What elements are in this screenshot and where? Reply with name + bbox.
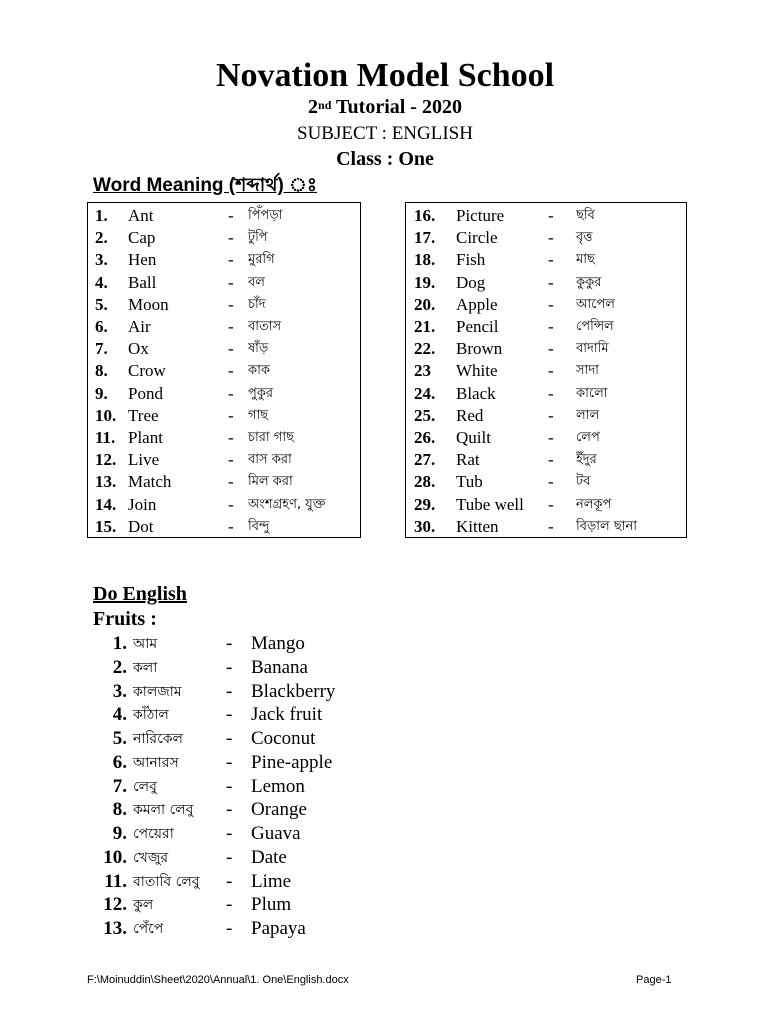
- fruit-english-name: Coconut: [251, 728, 316, 749]
- word-number: 30.: [414, 516, 436, 536]
- word-row: [406, 294, 686, 316]
- fruit-number: 8.: [112, 799, 127, 821]
- word-number: 13.: [95, 472, 117, 492]
- english-word: Red: [456, 405, 484, 425]
- bangla-meaning: বিড়াল ছানা: [576, 518, 638, 534]
- bangla-meaning: কাক: [248, 363, 270, 379]
- fruit-bangla-name: কমলা লেবু: [133, 802, 194, 819]
- fruit-row: [93, 893, 393, 917]
- dash-separator: -: [226, 704, 233, 726]
- english-word: Air: [128, 317, 151, 336]
- dash-separator: -: [228, 339, 234, 359]
- bangla-meaning: চারা গাছ: [248, 430, 295, 445]
- fruit-english-name: Lime: [251, 870, 292, 892]
- fruit-row: [93, 775, 393, 799]
- fruit-bangla-name: আনারস: [133, 754, 179, 771]
- dash-separator: -: [228, 228, 234, 248]
- fruit-row: [93, 727, 393, 751]
- bangla-meaning: নলকূপ: [576, 496, 612, 512]
- dash-separator: -: [228, 428, 234, 447]
- english-word: White: [456, 361, 498, 381]
- fruit-number: 2.: [112, 656, 127, 678]
- word-row: [406, 249, 686, 271]
- bangla-meaning: মাছ: [576, 252, 595, 268]
- word-row: [406, 272, 686, 294]
- fruit-row: [93, 846, 393, 870]
- word-row: [88, 516, 360, 538]
- fruit-english-name: Papaya: [251, 918, 306, 939]
- word-number: 11.: [95, 428, 116, 447]
- english-word: Join: [128, 494, 157, 514]
- word-row: [88, 227, 360, 249]
- fruit-number: 5.: [112, 728, 127, 749]
- fruit-bangla-name: পেয়েরা: [133, 826, 174, 842]
- word-row: [406, 427, 686, 449]
- word-row: [88, 360, 360, 382]
- dash-separator: -: [228, 383, 234, 403]
- english-word: Apple: [456, 294, 498, 314]
- bangla-meaning: মিল করা: [248, 474, 293, 490]
- word-row: [406, 316, 686, 338]
- dash-separator: -: [226, 775, 233, 797]
- fruit-number: 7.: [112, 775, 127, 797]
- class-line: Class : One: [336, 148, 434, 170]
- english-word: Kitten: [456, 516, 499, 536]
- word-row: [406, 383, 686, 405]
- dash-separator: -: [548, 317, 554, 336]
- fruit-bangla-name: কালজাম: [133, 683, 182, 700]
- dash-separator: -: [226, 870, 233, 892]
- word-row: [88, 338, 360, 360]
- fruit-bangla-name: বাতাবি লেবু: [133, 873, 200, 890]
- bangla-meaning: চাঁদ: [248, 296, 266, 312]
- word-number: 17.: [414, 228, 436, 248]
- word-number: 16.: [414, 206, 436, 225]
- word-row: [88, 249, 360, 271]
- dash-separator: -: [226, 728, 233, 749]
- fruit-bangla-name: কুল: [133, 897, 154, 914]
- fruit-row: [93, 870, 393, 894]
- word-row: [88, 405, 360, 427]
- dash-separator: -: [548, 516, 554, 536]
- fruit-english-name: Mango: [251, 633, 305, 654]
- dash-separator: -: [548, 339, 554, 359]
- english-word: Tube well: [456, 494, 524, 514]
- bangla-meaning: বাস করা: [248, 452, 292, 468]
- fruit-english-name: Blackberry: [251, 680, 336, 702]
- word-row: [88, 427, 360, 449]
- fruit-row: [93, 656, 393, 680]
- bangla-meaning: ছবি: [576, 208, 595, 223]
- bangla-meaning: পেন্সিল: [576, 319, 614, 334]
- word-row: [88, 272, 360, 294]
- word-number: 18.: [414, 250, 436, 270]
- word-number: 8.: [95, 361, 108, 381]
- fruit-row: [93, 917, 393, 941]
- word-number: 2.: [95, 228, 108, 248]
- word-number: 5.: [95, 294, 108, 314]
- english-word: Hen: [128, 250, 157, 270]
- fruit-bangla-name: কলা: [133, 659, 158, 676]
- fruit-english-name: Banana: [251, 656, 308, 678]
- bangla-meaning: গাছ: [248, 407, 269, 423]
- english-word: Picture: [456, 206, 505, 225]
- dash-separator: -: [226, 823, 233, 844]
- word-number: 25.: [414, 405, 436, 425]
- fruit-bangla-name: আম: [133, 636, 158, 652]
- fruit-english-name: Jack fruit: [251, 704, 323, 726]
- fruit-english-name: Orange: [251, 799, 307, 821]
- word-row: [406, 205, 686, 227]
- bangla-meaning: মুরগি: [248, 252, 275, 268]
- dash-separator: -: [226, 846, 233, 868]
- english-word: Ant: [128, 206, 154, 225]
- fruit-english-name: Plum: [251, 894, 292, 916]
- dash-separator: -: [226, 656, 233, 678]
- fruit-number: 10.: [103, 846, 127, 868]
- english-word: Ball: [128, 272, 157, 292]
- bangla-meaning: পিঁপড়া: [248, 208, 283, 223]
- bangla-meaning: অংশগ্রহণ, যুক্ত: [248, 496, 326, 512]
- english-word: Circle: [456, 228, 498, 248]
- fruits-heading: Fruits :: [93, 608, 157, 630]
- bangla-meaning: বাদামি: [576, 341, 609, 357]
- bangla-meaning: কুকুর: [576, 274, 602, 290]
- word-number: 14.: [95, 494, 117, 514]
- word-number: 22.: [414, 339, 436, 359]
- english-word: Pencil: [456, 317, 499, 336]
- word-number: 3.: [95, 250, 108, 270]
- bangla-meaning: বিন্দু: [248, 518, 270, 534]
- dash-separator: -: [228, 250, 234, 270]
- word-table-left: [87, 202, 361, 538]
- word-row: [88, 449, 360, 471]
- dash-separator: -: [226, 680, 233, 702]
- bangla-meaning: ইঁদুর: [576, 452, 597, 468]
- footer-page-number: Page-1: [636, 974, 672, 986]
- word-row: [88, 494, 360, 516]
- word-row: [88, 294, 360, 316]
- fruit-english-name: Guava: [251, 823, 301, 844]
- word-table-right: [405, 202, 687, 538]
- fruit-bangla-name: নারিকেল: [133, 731, 183, 747]
- dash-separator: -: [548, 294, 554, 314]
- fruit-number: 4.: [112, 704, 127, 726]
- word-row: [406, 360, 686, 382]
- fruit-number: 3.: [112, 680, 127, 702]
- subject-line: SUBJECT : ENGLISH: [297, 123, 473, 144]
- word-number: 9.: [95, 383, 108, 403]
- fruit-english-name: Date: [251, 846, 287, 868]
- fruit-row: [93, 680, 393, 704]
- dash-separator: -: [548, 405, 554, 425]
- bangla-meaning: ষাঁড়: [248, 341, 269, 357]
- dash-separator: -: [548, 272, 554, 292]
- dash-separator: -: [226, 799, 233, 821]
- fruit-number: 13.: [103, 918, 127, 939]
- english-word: Ox: [128, 339, 149, 359]
- english-word: Tub: [456, 472, 483, 492]
- dash-separator: -: [548, 383, 554, 403]
- word-row: [406, 449, 686, 471]
- dash-separator: -: [226, 751, 233, 773]
- word-row: [406, 516, 686, 538]
- bangla-meaning: লাল: [576, 407, 600, 423]
- fruit-number: 12.: [103, 894, 127, 916]
- english-word: Match: [128, 472, 172, 492]
- fruit-row: [93, 632, 393, 656]
- dash-separator: -: [548, 450, 554, 470]
- fruit-bangla-name: পেঁপে: [133, 921, 164, 937]
- dash-separator: -: [548, 250, 554, 270]
- tutorial-ordinal: 2: [308, 96, 319, 118]
- word-number: 12.: [95, 450, 117, 470]
- fruit-bangla-name: লেবু: [133, 778, 157, 795]
- word-number: 19.: [414, 272, 436, 292]
- dash-separator: -: [226, 633, 233, 654]
- dash-separator: -: [228, 450, 234, 470]
- dash-separator: -: [226, 918, 233, 939]
- fruit-bangla-name: কাঁঠাল: [133, 707, 169, 724]
- bangla-meaning: বৃত্ত: [576, 230, 593, 246]
- word-number: 23: [414, 361, 431, 381]
- dash-separator: -: [228, 272, 234, 292]
- word-number: 26.: [414, 428, 436, 447]
- english-word: Quilt: [456, 428, 491, 447]
- dash-separator: -: [548, 472, 554, 492]
- english-word: Black: [456, 383, 496, 403]
- bangla-meaning: লেপ: [576, 430, 600, 445]
- word-number: 1.: [95, 206, 108, 225]
- fruit-row: [93, 822, 393, 846]
- fruit-row: [93, 703, 393, 727]
- english-word: Plant: [128, 428, 163, 447]
- english-word: Dog: [456, 272, 486, 292]
- word-row: [406, 494, 686, 516]
- bangla-meaning: টুপি: [248, 230, 268, 246]
- fruit-english-name: Pine-apple: [251, 751, 333, 773]
- bangla-meaning: কালো: [576, 385, 608, 401]
- bangla-meaning: আপেল: [576, 296, 615, 312]
- word-number: 29.: [414, 494, 436, 514]
- english-word: Brown: [456, 339, 503, 359]
- dash-separator: -: [548, 361, 554, 381]
- dash-separator: -: [228, 405, 234, 425]
- word-row: [88, 383, 360, 405]
- word-row: [88, 316, 360, 338]
- word-row: [88, 205, 360, 227]
- fruit-number: 9.: [112, 823, 127, 844]
- word-number: 24.: [414, 383, 436, 403]
- word-number: 21.: [414, 317, 436, 336]
- bangla-meaning: পুকুর: [248, 385, 274, 401]
- fruit-bangla-name: খেজুর: [133, 849, 169, 866]
- word-number: 28.: [414, 472, 436, 492]
- fruit-row: [93, 798, 393, 822]
- dash-separator: -: [548, 494, 554, 514]
- english-word: Moon: [128, 294, 169, 314]
- dash-separator: -: [228, 494, 234, 514]
- english-word: Rat: [456, 450, 480, 470]
- dash-separator: -: [548, 228, 554, 248]
- word-number: 27.: [414, 450, 436, 470]
- word-row: [406, 338, 686, 360]
- word-row: [406, 227, 686, 249]
- tutorial-rest: Tutorial - 2020: [331, 96, 462, 118]
- dash-separator: -: [228, 472, 234, 492]
- word-number: 15.: [95, 516, 117, 536]
- school-title: Novation Model School: [215, 57, 555, 94]
- bangla-meaning: সাদা: [576, 363, 599, 379]
- fruit-english-name: Lemon: [251, 775, 305, 797]
- word-number: 10.: [95, 405, 117, 425]
- do-english-heading: Do English: [93, 583, 187, 605]
- bangla-meaning: বাতাস: [248, 319, 282, 334]
- word-row: [88, 471, 360, 493]
- dash-separator: -: [228, 516, 234, 536]
- word-number: 7.: [95, 339, 108, 359]
- word-row: [406, 405, 686, 427]
- english-word: Dot: [128, 516, 154, 536]
- english-word: Crow: [128, 361, 166, 381]
- tutorial-line: [0, 95, 770, 119]
- english-word: Cap: [128, 228, 156, 248]
- fruit-number: 6.: [112, 751, 127, 773]
- english-word: Tree: [128, 405, 159, 425]
- dash-separator: -: [548, 206, 554, 225]
- fruit-number: 11.: [104, 870, 127, 892]
- dash-separator: -: [228, 361, 234, 381]
- bangla-meaning: বল: [248, 274, 265, 290]
- dash-separator: -: [226, 894, 233, 916]
- dash-separator: -: [228, 317, 234, 336]
- english-word: Pond: [128, 383, 163, 403]
- english-word: Fish: [456, 250, 486, 270]
- dash-separator: -: [228, 294, 234, 314]
- word-number: 4.: [95, 272, 108, 292]
- word-number: 6.: [95, 317, 108, 336]
- footer-file-path: F:\Moinuddin\Sheet\2020\Annual\1. One\English.docx: [87, 974, 349, 986]
- dash-separator: -: [228, 206, 234, 225]
- fruit-row: [93, 751, 393, 775]
- tutorial-ordinal-suffix: nd: [318, 98, 332, 112]
- dash-separator: -: [548, 428, 554, 447]
- word-row: [406, 471, 686, 493]
- word-meaning-heading: Word Meaning (শব্দার্থ) ঃ: [93, 175, 318, 196]
- bangla-meaning: টব: [576, 474, 591, 490]
- fruit-number: 1.: [112, 633, 127, 654]
- word-number: 20.: [414, 294, 436, 314]
- english-word: Live: [128, 450, 160, 470]
